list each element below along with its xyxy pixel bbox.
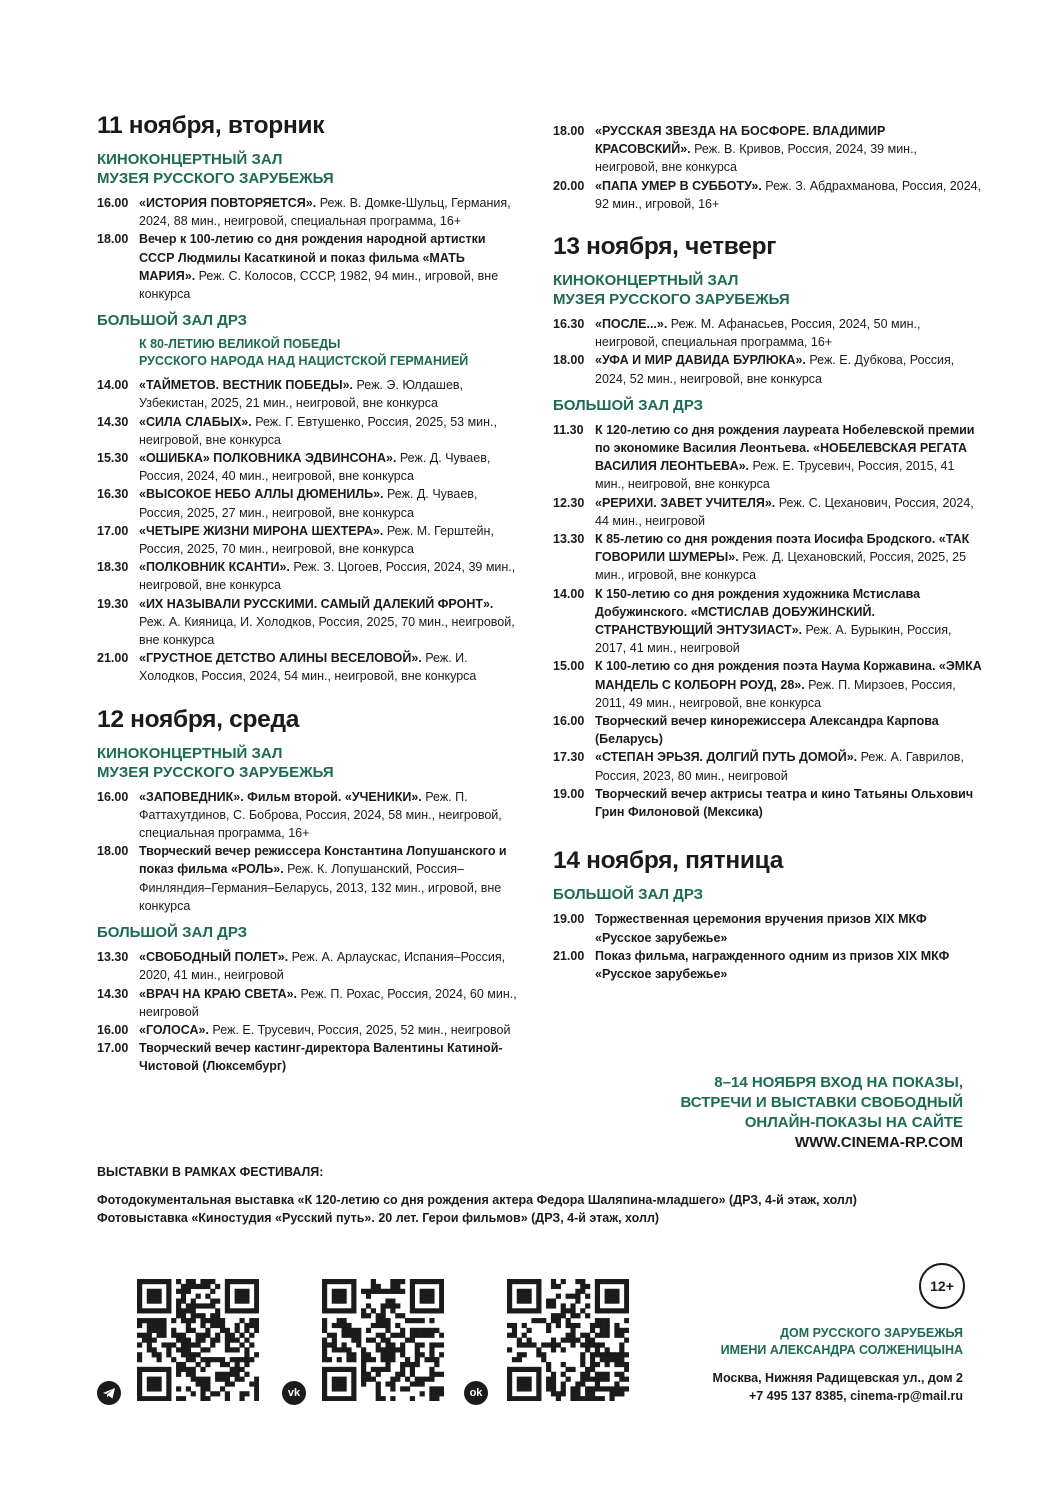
- entry-description: [595, 785, 983, 821]
- exhibitions-section: [97, 1163, 977, 1227]
- entry-title: К 150-летию со дня рождения художника Мстислава Добужинского. «МСТИСЛАВ ДОБУЖИНСКИЙ. СТРАНСТВУЮЩИЙ ЭНТУЗИАСТ».: [595, 586, 921, 638]
- odnoklassniki-icon[interactable]: ok: [464, 1381, 488, 1405]
- exhibitions-title: ВЫСТАВКИ В РАМКАХ ФЕСТИВАЛЯ:: [97, 1165, 324, 1179]
- org-line: ИМЕНИ АЛЕКСАНДРА СОЛЖЕНИЦЫНА: [720, 1343, 963, 1357]
- entry-title: К 100-летию со дня рождения поэта Наума Коржавина. «ЭМКА МАНДЕЛЬ С КОЛБОРН РОУД, 28».: [595, 659, 982, 692]
- entry-description: [139, 485, 517, 521]
- entry-time: 14.30: [97, 986, 129, 1001]
- entry-details: Реж. К. Лопушанский, Россия–Финляндия–Германия–Беларусь, 2013, 132 мин., игровой, вне конкурса: [139, 862, 502, 913]
- entry-details: Реж. А. Гаврилов, Россия, 2023, 80 мин., неигровой: [595, 750, 964, 783]
- entry-title: «СИЛА СЛАБЫХ».: [139, 414, 252, 429]
- contacts-block: [713, 1369, 963, 1405]
- day-nov14: [553, 847, 983, 983]
- entry-time: 20.00: [553, 178, 585, 193]
- schedule-entry: [97, 1039, 517, 1075]
- schedule-entry: [97, 485, 517, 521]
- entry-description: [139, 842, 517, 915]
- entry-time: 16.30: [97, 487, 129, 502]
- entry-details: Реж. И. Холодков, Россия, 2024, 54 мин., неигровой, вне конкурса: [139, 651, 477, 684]
- entry-time: 15.30: [97, 451, 129, 466]
- entry-title: «РЕРИХИ. ЗАВЕТ УЧИТЕЛЯ».: [595, 495, 776, 510]
- entry-list: [553, 421, 983, 821]
- entry-title: Творческий вечер кинорежиссера Александра Карпова (Беларусь): [595, 714, 939, 747]
- website-link[interactable]: WWW.CINEMA-RP.COM: [794, 1134, 963, 1151]
- promo-line: 8–14 НОЯБРЯ ВХОД НА ПОКАЗЫ,: [714, 1074, 963, 1091]
- entry-time: 19.00: [553, 912, 585, 927]
- entry-details: Реж. С. Цеханович, Россия, 2024, 44 мин., неигровой: [595, 495, 974, 528]
- entry-time: 14.30: [97, 414, 129, 429]
- org-line: ДОМ РУССКОГО ЗАРУБЕЖЬЯ: [780, 1326, 963, 1340]
- entry-time: 13.30: [553, 532, 585, 547]
- entry-description: [595, 910, 983, 946]
- entry-list: [97, 788, 517, 915]
- entry-time: 13.30: [97, 950, 129, 965]
- phone-email[interactable]: +7 495 137 8385, cinema-rp@mail.ru: [748, 1389, 963, 1403]
- entry-time: 19.30: [97, 596, 129, 611]
- venue-heading: БОЛЬШОЙ ЗАЛ ДРЗ: [97, 312, 248, 330]
- entry-time: 15.00: [553, 659, 585, 674]
- entry-description: [139, 649, 517, 685]
- schedule-entry: [553, 947, 983, 983]
- entry-time: 11.30: [553, 422, 584, 437]
- entry-details: Реж. Д. Чуваев, Россия, 2024, 40 мин., неигровой, вне конкурса: [139, 451, 491, 484]
- schedule-entry: [97, 985, 517, 1021]
- entry-title: «ИХ НАЗЫВАЛИ РУССКИМИ. САМЫЙ ДАЛЕКИЙ ФРОНТ».: [139, 596, 494, 611]
- entry-description: [595, 494, 983, 530]
- entry-details: Реж. Э. Юлдашев, Узбекистан, 2025, 21 мин., неигровой, вне конкурса: [139, 378, 464, 411]
- entry-time: 16.00: [97, 196, 129, 210]
- entry-description: [139, 230, 517, 303]
- entry-time: 21.00: [553, 948, 585, 963]
- venue-heading: БОЛЬШОЙ ЗАЛ ДРЗ: [553, 886, 704, 904]
- entry-description: [595, 177, 983, 213]
- entry-time: 12.30: [553, 495, 585, 510]
- entry-details: Реж. А. Кияница, И. Холодков, Россия, 2025, 70 мин., неигровой, вне конкурса: [139, 614, 515, 648]
- entry-title: «ЗАПОВЕДНИК». Фильм второй. «УЧЕНИКИ».: [139, 789, 422, 804]
- entry-time: 14.00: [97, 378, 129, 393]
- free-entry-promo: [600, 1073, 963, 1153]
- entry-time: 16.30: [553, 317, 585, 332]
- entry-description: [139, 413, 517, 449]
- program-subheading: К 80-ЛЕТИЮ ВЕЛИКОЙ ПОБЕДЫ РУССКОГО НАРОДА НАД НАЦИСТСКОЙ ГЕРМАНИЕЙ: [139, 337, 469, 369]
- entry-description: [139, 194, 517, 230]
- entry-details: Реж. З. Цогоев, Россия, 2024, 39 мин., неигровой, вне конкурса: [139, 560, 516, 593]
- schedule-entry: [553, 748, 983, 784]
- schedule-entry: [97, 376, 517, 412]
- schedule-entry: [97, 413, 517, 449]
- entry-title: «ПОСЛЕ...».: [595, 317, 668, 332]
- schedule-entry: [553, 351, 983, 387]
- entry-time: 17.00: [97, 523, 129, 538]
- venue-heading: БОЛЬШОЙ ЗАЛ ДРЗ: [97, 924, 248, 942]
- entry-title: «ОШИБКА» ПОЛКОВНИКА ЭДВИНСОНА».: [139, 451, 397, 466]
- schedule-entry: [97, 649, 517, 685]
- entry-title: «СТЕПАН ЭРЬЗЯ. ДОЛГИЙ ПУТЬ ДОМОЙ».: [595, 750, 858, 765]
- entry-time: 18.30: [97, 560, 129, 575]
- entry-description: [595, 657, 983, 712]
- entry-description: [139, 948, 517, 984]
- entry-list: [553, 122, 983, 213]
- entry-description: [595, 712, 983, 748]
- right-column: [553, 122, 983, 997]
- entry-details: Реж. З. Абдрахманова, Россия, 2024, 92 мин., игровой, 16+: [595, 178, 982, 211]
- entry-details: Реж. Е. Трусевич, Россия, 2015, 41 мин., неигровой, вне конкурса: [595, 459, 955, 492]
- schedule-entry: [97, 595, 517, 650]
- qr-code-vk[interactable]: [322, 1279, 444, 1401]
- entry-details: Реж. М. Герштейн, Россия, 2025, 70 мин., неигровой, вне конкурса: [139, 523, 494, 557]
- entry-description: [595, 530, 983, 585]
- day-title: 14 ноября, пятница: [553, 847, 784, 875]
- entry-time: 18.00: [553, 353, 585, 368]
- entry-title: «ВЫСОКОЕ НЕБО АЛЛЫ ДЮМЕНИЛЬ».: [139, 487, 384, 502]
- venue-heading: КИНОКОНЦЕРТНЫЙ ЗАЛ МУЗЕЯ РУССКОГО ЗАРУБЕЖЬЯ: [97, 151, 334, 187]
- schedule-entry: [97, 558, 517, 594]
- entry-title: «ПОЛКОВНИК КСАНТИ».: [139, 560, 290, 575]
- entry-description: [595, 351, 983, 387]
- entry-description: [139, 376, 517, 412]
- schedule-entry: [97, 788, 517, 843]
- schedule-entry: [97, 842, 517, 915]
- organization-name: [721, 1325, 963, 1359]
- entry-description: [139, 985, 517, 1021]
- qr-code-telegram[interactable]: [137, 1279, 259, 1401]
- day-nov12: [97, 706, 517, 1076]
- schedule-entry: [553, 530, 983, 585]
- entry-title: «ВРАЧ НА КРАЮ СВЕТА».: [139, 986, 298, 1001]
- schedule-entry: [97, 1021, 517, 1039]
- entry-title: «ГОЛОСА».: [139, 1022, 209, 1037]
- entry-description: [139, 558, 517, 594]
- entry-description: [139, 595, 517, 650]
- entry-title: Творческий вечер режиссера Константина Лопушанского и показ фильма «РОЛЬ».: [139, 844, 507, 877]
- entry-title: К 120-летию со дня рождения лауреата Нобелевской премии по экономике Василия Леонтьева. «НОБЕЛЕВСКАЯ РЕГАТА ВАСИЛИЯ ЛЕОНТЬЕВА».: [595, 422, 975, 474]
- schedule-entry: [553, 177, 983, 213]
- day-title: 11 ноября, вторник: [97, 112, 325, 139]
- qr-code-odnoklassniki[interactable]: [507, 1279, 629, 1401]
- left-column: [97, 112, 517, 1090]
- schedule-entry: [553, 657, 983, 712]
- entry-time: 16.00: [553, 714, 585, 729]
- age-rating-badge: 12+: [919, 1263, 965, 1309]
- entry-details: Реж. Е. Дубкова, Россия, 2024, 52 мин., неигровой, вне конкурса: [595, 353, 955, 386]
- entry-details: Реж. Д. Цехановский, Россия, 2025, 25 мин., игровой, вне конкурса: [595, 550, 967, 583]
- entry-title: К 85-летию со дня рождения поэта Иосифа Бродского. «ТАК ГОВОРИЛИ ШУМЕРЫ».: [595, 532, 970, 565]
- schedule-entry: [553, 122, 983, 177]
- promo-line: ВСТРЕЧИ И ВЫСТАВКИ СВОБОДНЫЙ: [680, 1094, 963, 1111]
- entry-description: [139, 449, 517, 485]
- entry-details: Реж. В. Домке-Шульц, Германия, 2024, 88 мин., неигровой, специальная программа, 16+: [139, 196, 511, 229]
- exhibition-item: Фотодокументальная выставка «К 120-летию со дня рождения актера Федора Шаляпина-младшего» (ДРЗ, 4-й этаж, холл): [97, 1193, 857, 1207]
- entry-description: [595, 315, 983, 351]
- day-title: 13 ноября, четверг: [553, 233, 777, 261]
- entry-details: Реж. П. Фаттахутдинов, С. Боброва, Россия, 2024, 58 мин., неигровой, специальная программа, 16+: [139, 789, 502, 841]
- address: Москва, Нижняя Радищевская ул., дом 2: [712, 1371, 963, 1385]
- entry-title: «СВОБОДНЫЙ ПОЛЕТ».: [139, 950, 289, 965]
- entry-time: 19.00: [553, 786, 585, 801]
- entry-description: [595, 421, 983, 494]
- schedule-entry: [97, 948, 517, 984]
- schedule-entry: [553, 315, 983, 351]
- entry-time: 17.30: [553, 750, 585, 765]
- entry-details: Реж. Г. Евтушенко, Россия, 2025, 53 мин., неигровой, вне конкурса: [139, 414, 498, 447]
- schedule-entry: [553, 910, 983, 946]
- schedule-entry: [553, 421, 983, 494]
- entry-description: [139, 1021, 517, 1039]
- entry-description: [139, 522, 517, 558]
- entry-list: [553, 910, 983, 983]
- entry-details: Реж. С. Колосов, СССР, 1982, 94 мин., игровой, вне конкурса: [139, 268, 499, 302]
- entry-title: «ИСТОРИЯ ПОВТОРЯЕТСЯ».: [139, 196, 317, 210]
- entry-details: Реж. В. Кривов, Россия, 2024, 39 мин., неигровой, вне конкурса: [595, 142, 918, 175]
- entry-details: Реж. А. Арлаускас, Испания–Россия, 2020, 41 мин., неигровой: [139, 950, 506, 983]
- entry-title: «ЧЕТЫРЕ ЖИЗНИ МИРОНА ШЕХТЕРА».: [139, 523, 384, 538]
- day-title: 12 ноября, среда: [97, 705, 300, 733]
- venue-heading: КИНОКОНЦЕРТНЫЙ ЗАЛ МУЗЕЯ РУССКОГО ЗАРУБЕЖЬЯ: [97, 744, 334, 781]
- schedule-entry: [97, 522, 517, 558]
- entry-time: 18.00: [97, 232, 129, 247]
- entry-list: [97, 194, 517, 303]
- entry-title: Показ фильма, награжденного одним из призов XIX МКФ «Русское зарубежье»: [595, 948, 950, 981]
- entry-description: [595, 122, 983, 177]
- entry-description: [595, 748, 983, 784]
- schedule-entry: [553, 785, 983, 821]
- entry-list: [97, 376, 517, 685]
- day-nov13: [553, 233, 983, 821]
- entry-time: 14.00: [553, 586, 585, 601]
- telegram-icon[interactable]: [97, 1381, 121, 1405]
- entry-title: Вечер к 100-летию со дня рождения народной артистки СССР Людмилы Касаткиной и показ фильма «МАТЬ МАРИЯ».: [139, 232, 486, 283]
- schedule-entry: [97, 194, 517, 230]
- entry-details: Реж. А. Бурыкин, Россия, 2017, 41 мин., неигровой: [595, 623, 952, 656]
- entry-description: [139, 788, 517, 843]
- entry-title: «УФА И МИР ДАВИДА БУРЛЮКА».: [595, 353, 806, 368]
- entry-list: [97, 948, 517, 1075]
- entry-time: 21.00: [97, 651, 129, 666]
- entry-time: 18.00: [97, 844, 129, 859]
- schedule-entry: [553, 712, 983, 748]
- entry-details: Реж. Е. Трусевич, Россия, 2025, 52 мин., неигровой: [208, 1022, 511, 1037]
- entry-title: Торжественная церемония вручения призов XIX МКФ «Русское зарубежье»: [595, 912, 927, 945]
- entry-title: «ПАПА УМЕР В СУББОТУ».: [595, 178, 762, 193]
- venue-heading: БОЛЬШОЙ ЗАЛ ДРЗ: [553, 396, 704, 414]
- entry-time: 16.00: [97, 789, 129, 804]
- schedule-entry: [97, 449, 517, 485]
- venue-heading: КИНОКОНЦЕРТНЫЙ ЗАЛ МУЗЕЯ РУССКОГО ЗАРУБЕЖЬЯ: [553, 272, 790, 309]
- entry-time: 17.00: [97, 1041, 129, 1056]
- entry-title: «ГРУСТНОЕ ДЕТСТВО АЛИНЫ ВЕСЕЛОВОЙ».: [139, 651, 422, 666]
- entry-title: Творческий вечер актрисы театра и кино Татьяны Ольхович Грин Филоновой (Мексика): [595, 786, 974, 820]
- vk-icon[interactable]: vk: [282, 1381, 306, 1405]
- entry-description: [139, 1039, 517, 1075]
- entry-time: 16.00: [97, 1022, 129, 1037]
- entry-title: «РУССКАЯ ЗВЕЗДА НА БОСФОРЕ. ВЛАДИМИР КРАСОВСКИЙ».: [595, 124, 886, 157]
- promo-line: ОНЛАЙН-ПОКАЗЫ НА САЙТЕ: [744, 1114, 963, 1131]
- exhibition-item: Фотовыставка «Киностудия «Русский путь». 20 лет. Герои фильмов» (ДРЗ, 4-й этаж, холл): [97, 1211, 660, 1225]
- entry-time: 18.00: [553, 124, 585, 138]
- entry-details: Реж. М. Афанасьев, Россия, 2024, 50 мин., неигровой, специальная программа, 16+: [595, 317, 921, 350]
- entry-description: [595, 947, 983, 983]
- entry-title: Творческий вечер кастинг-директора Валентины Катиной-Чистовой (Люксембург): [139, 1041, 503, 1074]
- entry-details: Реж. П. Рохас, Россия, 2024, 60 мин., неигровой: [139, 986, 517, 1019]
- schedule-entry: [553, 494, 983, 530]
- day-nov11: [97, 112, 517, 686]
- entry-details: Реж. Д. Чуваев, Россия, 2025, 27 мин., неигровой, вне конкурса: [139, 487, 478, 520]
- entry-description: [595, 585, 983, 658]
- entry-title: «ТАЙМЕТОВ. ВЕСТНИК ПОБЕДЫ».: [139, 378, 354, 393]
- schedule-entry: [553, 585, 983, 658]
- entry-list: [553, 315, 983, 388]
- schedule-entry: [97, 230, 517, 303]
- entry-details: Реж. П. Мирзоев, Россия, 2011, 49 мин., неигровой, вне конкурса: [595, 677, 956, 710]
